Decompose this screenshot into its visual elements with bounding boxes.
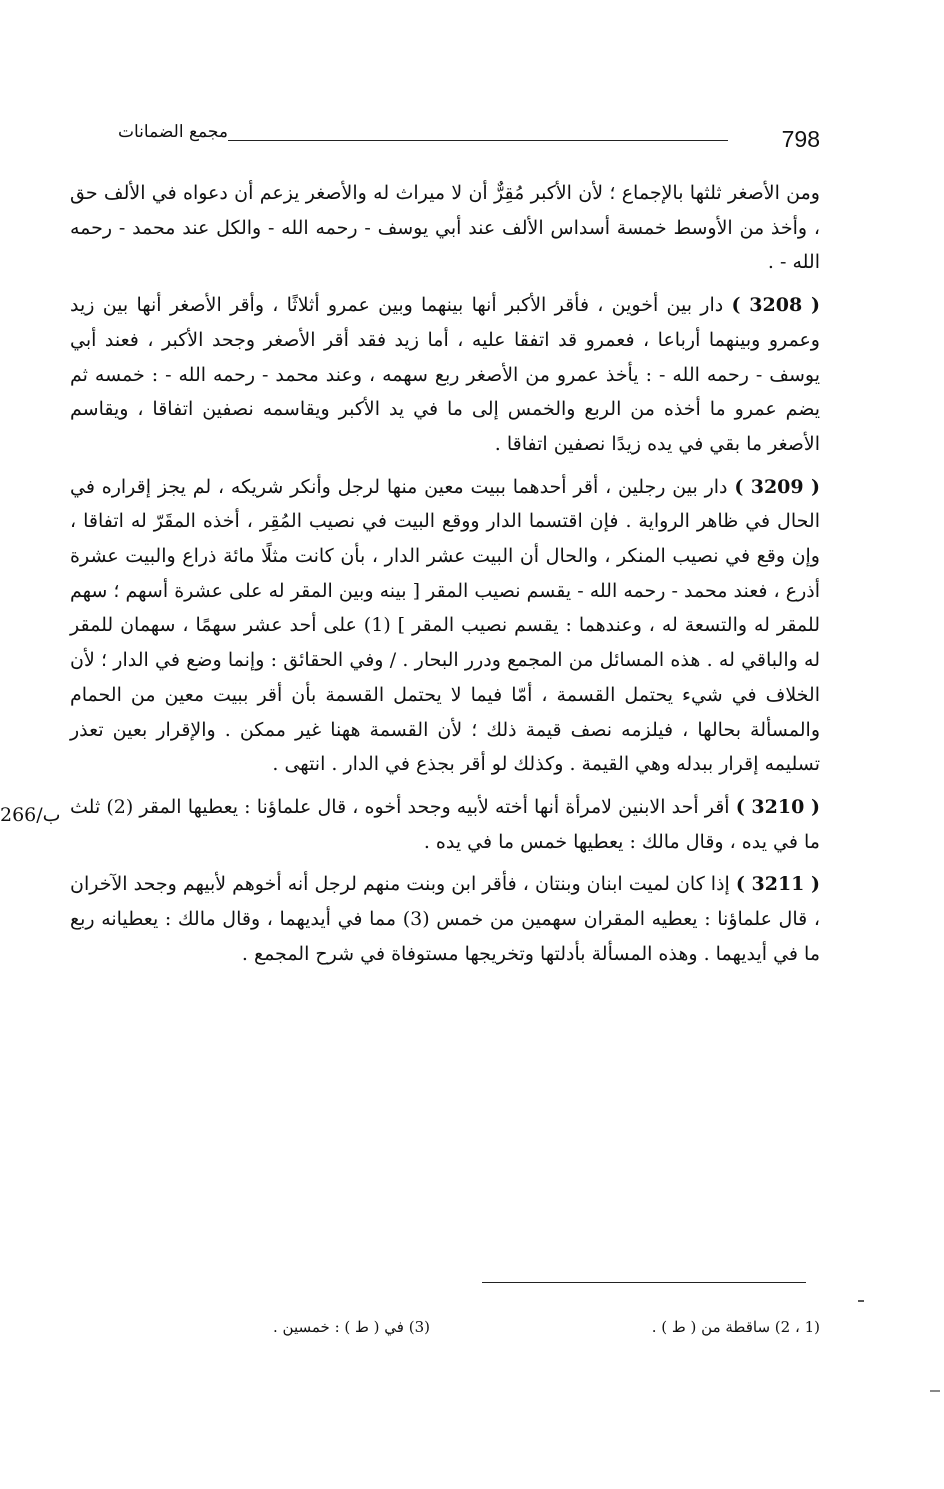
paragraph-continuation <box>70 176 820 280</box>
text-line: دار بين رجلين ، أقر أحدهما ببيت معين منها لرجل وأنكر شريكه ، لم <box>192 475 728 498</box>
text-line: أقر أحد الابنين لامرأة أنها أخته لأبيه وجحد أخوه ، قال علماؤنا : <box>244 795 730 818</box>
paragraph-3210 <box>70 790 820 859</box>
margin-folio-note: 266/ب <box>0 804 61 826</box>
text-line: في شيء يحتمل القسمة ، أمّا فيما لا يحتمل القسمة بأن أقر ببيت معين من الحمام <box>70 683 757 706</box>
text-line: بعين تعذر تسليمه إقرار ببدله وهي القيمة . وكذلك لو أقر بجذع في الدار . انتهى . <box>70 718 820 776</box>
footnote-1-2: (1 ، 2) ساقطة من ( ط ) . <box>651 1318 820 1336</box>
page-number: 798 <box>781 126 820 152</box>
text-line: الأكبر ، فعند أبي يوسف - رحمه الله - : يأخذ عمرو من الأصغر ربع سهمه ، وعند <box>70 328 820 386</box>
text-line: الأكبر ويقاسمه نصفين اتفاقا ، ويقاسم الأصغر ما بقي في يده زيدًا نصفين اتفاقا . <box>70 398 820 455</box>
footnote-rule <box>482 1282 806 1283</box>
entry-number: ( 3208 ) <box>731 294 820 317</box>
text-line: إذا كان لميت ابنان وبنتان ، فأقر ابن وبنت منهم لرجل أنه أخوهم <box>232 873 730 896</box>
entry-number: ( 3209 ) <box>734 475 821 498</box>
text-line: دعواه في الألف حق ، وأخذ من الأوسط خمسة أسداس الألف عند أبي يوسف <box>70 182 820 239</box>
text-line: المسائل من المجمع ودرر البحار . / وفي الحقائق : وإنما وضع في الدار ؛ لأن الخلاف <box>70 649 820 706</box>
text-line: مستوفاة في شرح المجمع . <box>241 942 459 965</box>
main-text <box>70 176 820 971</box>
text-line: والمسألة بحالها ، فيلزمه نصف قيمة ذلك ؛ لأن القسمة ههنا غير ممكن . والإقرار <box>156 718 821 741</box>
header-rule <box>228 140 728 141</box>
text-line: لأبيهم وجحد الآخران ، قال علماؤنا : يعطيه المقران سهمين من خمس (3) مما في <box>70 873 820 931</box>
paragraph-3209 <box>70 470 820 782</box>
running-title: مجمع الضمانات <box>118 122 228 142</box>
footnote-3: (3) في ( ط ) : خمسين . <box>273 1318 430 1336</box>
text-line: يقسم نصيب المقر ] (1) على أحد عشر سهمًا ، سهمان للمقر له والباقي له . هذه <box>70 614 820 672</box>
text-line: أخذه المقَرّ له اتفاقا ، وإن وقع في نصيب المنكر ، والحال أن البيت عشر الدار ، بأن <box>70 510 820 568</box>
text-line: أيديهما ، وقال مالك : يعطيانه ربع ما في أيديهما . وهذه المسألة بأدلتها وتخريجها <box>70 908 820 965</box>
text-line: محمد - رحمه الله - : خمسه ثم يضم عمرو ما أخذه من الربع والخمس إلى ما في يد <box>70 363 820 421</box>
page-header <box>118 118 820 158</box>
text-line: يجز إقراره في الحال في ظاهر الرواية . فإن اقتسما الدار ووقع البيت في نصيب المُقِر ، <box>70 475 820 533</box>
text-line: بين زيد وعمرو وبينهما أرباعا ، فعمرو قد اتفقا عليه ، أما زيد فقد أقر الأصغر وجحد <box>70 294 820 351</box>
paragraph-3211 <box>70 867 820 971</box>
entry-number: ( 3210 ) <box>735 795 821 818</box>
scan-edge-mark <box>930 1390 940 1392</box>
scan-mark <box>858 1300 864 1302</box>
text-line: يعطيها المقر (2) ثلث ما في يده ، وقال مالك : يعطيها خمس ما في يده . <box>70 795 820 853</box>
paragraph-3208 <box>70 288 820 462</box>
text-line: ومن الأصغر ثلثها بالإجماع ؛ لأن الأكبر مُقِرٌّ أن لا ميراث له والأصغر يزعم أن <box>234 182 820 204</box>
text-line: - رحمه الله - والكل عند محمد - رحمه الله - . <box>70 216 820 274</box>
text-line: دار بين أخوين ، فأقر الأكبر أنها بينهما وبين عمرو أثلاثًا ، وأقر الأصغر أنها <box>136 294 724 317</box>
entry-number: ( 3211 ) <box>735 873 821 896</box>
text-line: كانت مثلًا مائة ذراع والبيت عشرة أذرع ، فعند محمد - رحمه الله - يقسم نصيب <box>70 545 820 602</box>
text-line: المقر [ بينه وبين المقر له على عشرة أسهم ؛ سهم للمقر له والتسعة له ، وعندهما : <box>70 579 820 637</box>
footnotes <box>180 1318 820 1348</box>
